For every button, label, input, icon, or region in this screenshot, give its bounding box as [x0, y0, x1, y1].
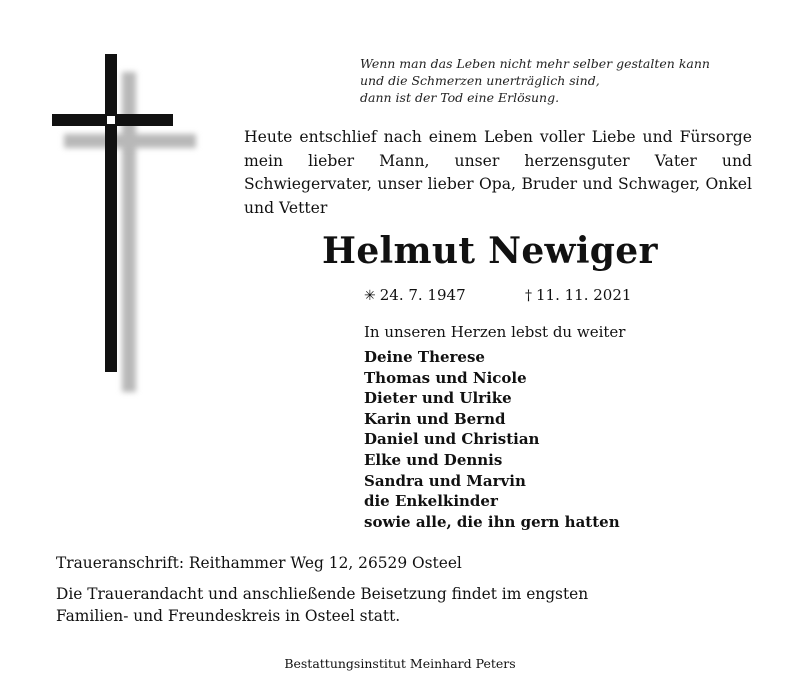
star-icon: ✳ [364, 288, 376, 304]
mourner-item: sowie alle, die ihn gern hatten [364, 512, 620, 531]
mourner-item: Daniel und Christian [364, 430, 540, 449]
birth-date-value: 24. 7. 1947 [379, 286, 466, 304]
remembrance-line: In unseren Herzen lebst du weiter [364, 323, 626, 341]
cross-icon [52, 54, 182, 399]
mourner-item: Dieter und Ulrike [364, 389, 512, 408]
mourner-item: Karin und Bernd [364, 409, 506, 428]
notice-line: Die Trauerandacht und anschließende Beisetzung findet im engsten [56, 585, 589, 603]
deceased-name: Helmut Newiger [322, 230, 658, 272]
notice-line: Familien- und Freundeskreis in Osteel statt. [56, 606, 401, 625]
motto-line: Wenn man das Leben nicht mehr selber gestalten kann [360, 56, 710, 71]
cross-bar-vertical [105, 54, 117, 372]
motto-quote [360, 55, 760, 106]
death-date [525, 285, 631, 306]
cross-center-highlight [107, 116, 115, 124]
mourner-item: Deine Therese [364, 348, 485, 366]
mourner-item: Thomas und Nicole [364, 368, 527, 387]
birth-date [364, 285, 466, 306]
motto-line: und die Schmerzen unerträglich sind, [360, 73, 600, 88]
funeral-notice [56, 584, 696, 627]
dagger-icon: † [525, 288, 532, 304]
funeral-home: Bestattungsinstitut Meinhard Peters [284, 656, 516, 671]
mourner-item: Sandra und Marvin [364, 471, 526, 490]
mourning-address: Traueranschrift: Reithammer Weg 12, 26529 Osteel [56, 554, 462, 572]
death-date-value: 11. 11. 2021 [536, 286, 632, 304]
cross-shadow-horizontal [64, 134, 196, 148]
intro-text: Heute entschlief nach einem Leben voller Liebe und Fürsorge mein lieber Mann, unser herzensguter Vater und Schwiegervater, unser lieber Opa, Bruder und Schwager, Onkel und Vetter [244, 128, 752, 217]
mourner-item: die Enkelkinder [364, 492, 498, 511]
motto-line: dann ist der Tod eine Erlösung. [360, 90, 560, 105]
mourner-item: Elke und Dennis [364, 450, 503, 469]
mourners-list [364, 347, 620, 532]
